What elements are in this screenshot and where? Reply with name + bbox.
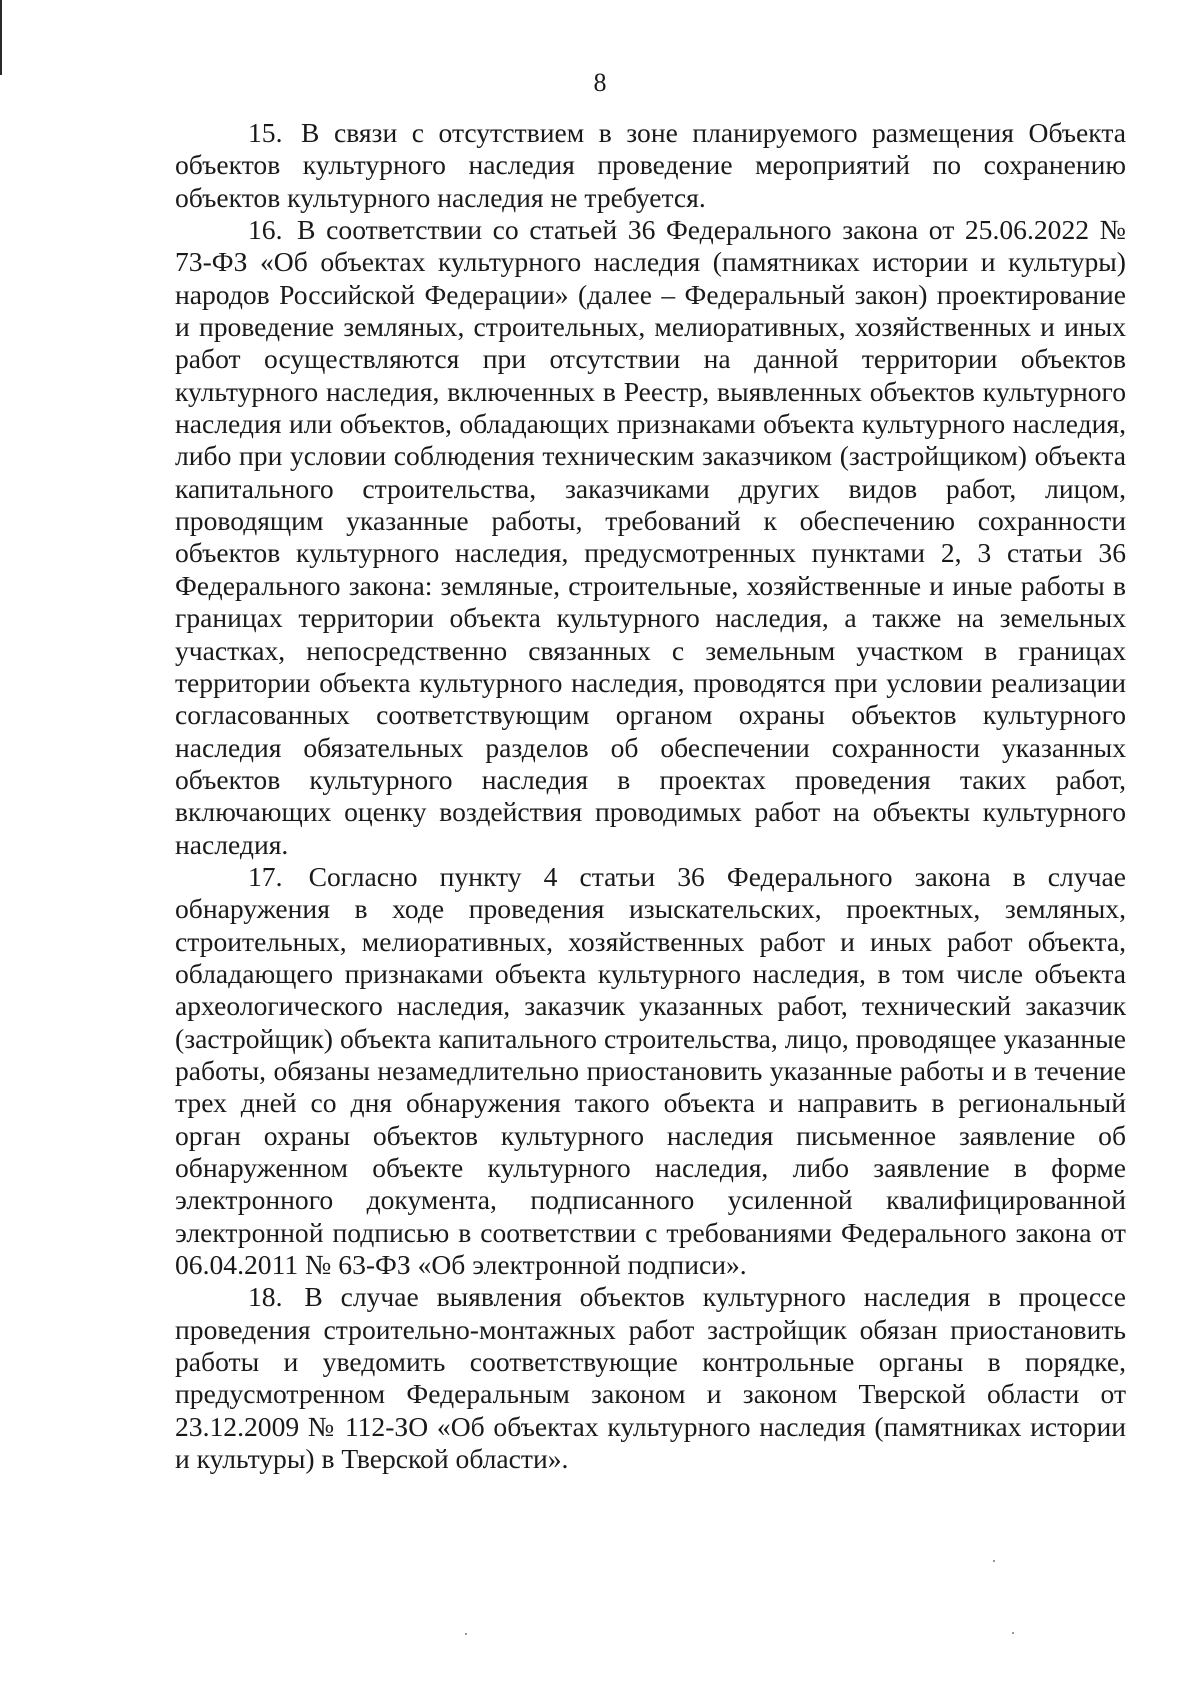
paragraph-16 xyxy=(175,214,1126,861)
document-body xyxy=(175,117,1126,1475)
paragraph-text: Согласно пункту 4 статьи 36 Федерального закона в случае обнаружения в ходе проведения изыскательских, проектных, земляных, строительных, мелиоративных, хозяйственных работ и иных работ объекта, обладающего признаками объекта культурного наследия, в том числе объекта археологического наследия, заказчик указанных работ, технический заказчик (застройщик) объекта капитального строительства, лицо, проводящее указанные работы, обязаны незамедлительно приостановить указанные работы и в течение трех дней со дня обнаружения такого объекта и направить в региональный орган охраны объектов культурного наследия письменное заявление об обнаруженном объекте культурного наследия, либо заявление в форме электронного документа, подписанного усиленной квалифицированной электронной подписью в соответствии с требованиями Федерального закона от 06.04.2011 № 63-ФЗ «Об электронной подписи». xyxy=(175,860,1126,1281)
scan-margin-mark xyxy=(0,0,2,75)
paragraph-17 xyxy=(175,861,1126,1281)
paragraph-number: 18. xyxy=(248,1281,283,1313)
scan-speck xyxy=(993,1560,995,1562)
paragraph-number: 15. xyxy=(248,117,283,148)
paragraph-number: 17. xyxy=(248,860,283,892)
paragraph-text: В связи с отсутствием в зоне планируемого размещения Объекта объектов культурного наследия проведение мероприятий по сохранению объектов культурного наследия не требуется. xyxy=(175,117,1126,213)
paragraph-text: В соответствии со статьей 36 Федерального закона от 25.06.2022 № 73-ФЗ «Об объектах культурного наследия (памятниках истории и культуры) народов Российской Федерации» (далее – Федеральный закон) проектирование и проведение земляных, строительных, мелиоративных, хозяйственных и иных работ осуществляются при отсутствии на данной территории объектов культурного наследия, включенных в Реестр, выявленных объектов культурного наследия или объектов, обладающих признаками объекта культурного наследия, либо при условии соблюдения техническим заказчиком (застройщиком) объекта капитального строительства, заказчиками других видов работ, лицом, проводящим указанные работы, требований к обеспечению сохранности объектов культурного наследия, предусмотренных пунктами 2, 3 статьи 36 Федерального закона: земляные, строительные, хозяйственные и иные работы в границах территории объекта культурного наследия, а также на земельных участках, непосредственно связанных с земельным участком в границах территории объекта культурного наследия, проводятся при условии реализации согласованных соответствующим органом охраны объектов культурного наследия обязательных разделов об обеспечении сохранности указанных объектов культурного наследия в проектах проведения таких работ, включающих оценку воздействия проводимых работ на объекты культурного наследия. xyxy=(175,214,1127,860)
paragraph-18 xyxy=(175,1281,1126,1475)
scan-speck xyxy=(465,1633,467,1635)
page-number: 8 xyxy=(593,68,607,97)
paragraph-text: В случае выявления объектов культурного наследия в процессе проведения строительно-монтажных работ застройщик обязан приостановить работы и уведомить соответствующие контрольные органы в порядке, предусмотренном Федеральным законом и законом Тверской области от 23.12.2009 № 112-ЗО «Об объектах культурного наследия (памятниках истории и культуры) в Тверской области». xyxy=(175,1281,1126,1475)
paragraph-15 xyxy=(175,117,1126,214)
scan-speck xyxy=(1012,1632,1014,1634)
paragraph-number: 16. xyxy=(248,214,283,246)
